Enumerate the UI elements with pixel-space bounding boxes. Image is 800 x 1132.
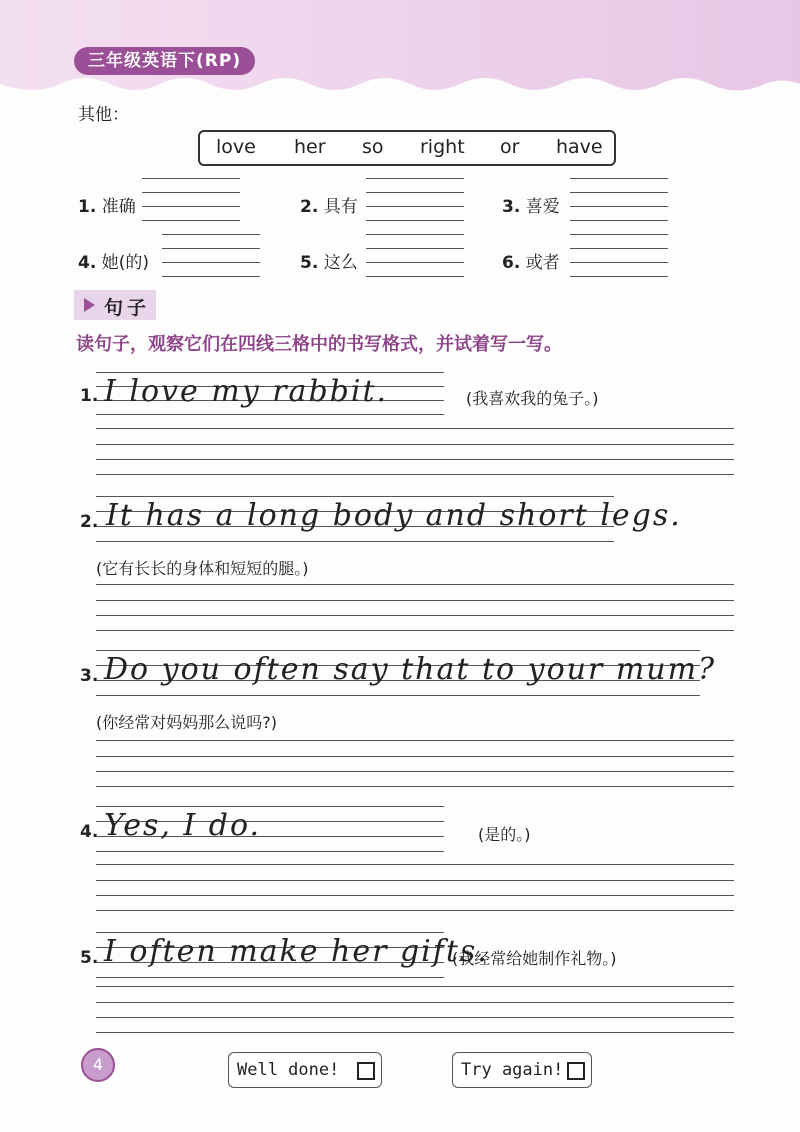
sentence-chinese: (我喜欢我的兔子。) xyxy=(466,389,599,408)
vocab-number: 1. xyxy=(78,197,97,217)
vocab-number: 4. xyxy=(78,253,97,273)
vocab-item-2 xyxy=(300,192,358,217)
sentence-chinese: (你经常对妈妈那么说吗?) xyxy=(96,713,277,732)
word-bank-item: right xyxy=(420,136,465,158)
sentence-number: 3. xyxy=(80,666,99,686)
word-bank-item: love xyxy=(216,136,256,158)
vocab-number: 6. xyxy=(502,253,521,273)
practice-lines-5[interactable] xyxy=(96,986,734,1034)
sentence-english: Yes, I do. xyxy=(104,808,262,843)
practice-lines-2[interactable] xyxy=(96,584,734,632)
vocab-chinese: 这么 xyxy=(323,253,358,273)
vocab-write-lines-1[interactable] xyxy=(142,178,240,222)
word-bank xyxy=(198,130,616,166)
vocab-item-1 xyxy=(78,192,136,217)
page-number: 4 xyxy=(81,1048,115,1082)
sentence-english: I love my rabbit. xyxy=(104,374,389,409)
vocab-item-6 xyxy=(502,248,560,273)
sentence-english: I often make her gifts. xyxy=(104,934,489,969)
section-title-text: 句子 xyxy=(104,297,151,319)
section-instruction: 读句子，观察它们在四线三格中的书写格式，并试着写一写。 xyxy=(76,334,562,355)
vocab-number: 2. xyxy=(300,197,319,217)
sentence-english: It has a long body and short legs. xyxy=(106,498,682,533)
word-bank-item: or xyxy=(500,136,520,158)
vocab-number: 3. xyxy=(502,197,521,217)
sentence-chinese: (它有长长的身体和短短的腿。) xyxy=(96,559,309,578)
play-arrow-icon xyxy=(84,298,95,312)
vocab-number: 5. xyxy=(300,253,319,273)
vocab-chinese: 具有 xyxy=(323,197,358,217)
practice-lines-3[interactable] xyxy=(96,740,734,788)
vocab-item-5 xyxy=(300,248,358,273)
word-bank-item: so xyxy=(362,136,384,158)
word-bank-item: have xyxy=(556,136,603,158)
sentence-chinese: (是的。) xyxy=(478,825,531,844)
sentence-number: 4. xyxy=(80,822,99,842)
sentence-chinese: (我经常给她制作礼物。) xyxy=(452,949,617,968)
well-done-checkbox[interactable] xyxy=(357,1062,375,1080)
sentence-number: 5. xyxy=(80,948,99,968)
vocab-chinese: 或者 xyxy=(525,253,560,273)
practice-lines-4[interactable] xyxy=(96,864,734,912)
vocab-write-lines-2[interactable] xyxy=(366,178,464,222)
try-again-badge xyxy=(452,1052,592,1088)
vocab-write-lines-3[interactable] xyxy=(570,178,668,222)
practice-lines-1[interactable] xyxy=(96,428,734,476)
try-again-checkbox[interactable] xyxy=(567,1062,585,1080)
other-label: 其他： xyxy=(78,105,129,125)
try-again-label: Try again! xyxy=(461,1060,564,1080)
vocab-chinese: 她(的) xyxy=(101,253,149,273)
book-title-tag: 三年级英语下(RP) xyxy=(74,47,255,75)
vocab-item-3 xyxy=(502,192,560,217)
sentence-number: 2. xyxy=(80,512,99,532)
vocab-write-lines-6[interactable] xyxy=(570,234,668,278)
vocab-write-lines-4[interactable] xyxy=(162,234,260,278)
vocab-item-4 xyxy=(78,248,149,273)
section-title xyxy=(74,290,156,320)
sentence-number: 1. xyxy=(80,386,99,406)
well-done-badge xyxy=(228,1052,382,1088)
vocab-chinese: 喜爱 xyxy=(525,197,560,217)
vocab-write-lines-5[interactable] xyxy=(366,234,464,278)
well-done-label: Well done! xyxy=(237,1060,340,1080)
word-bank-item: her xyxy=(294,136,326,158)
vocab-chinese: 准确 xyxy=(101,197,136,217)
sentence-english: Do you often say that to your mum? xyxy=(104,652,717,687)
